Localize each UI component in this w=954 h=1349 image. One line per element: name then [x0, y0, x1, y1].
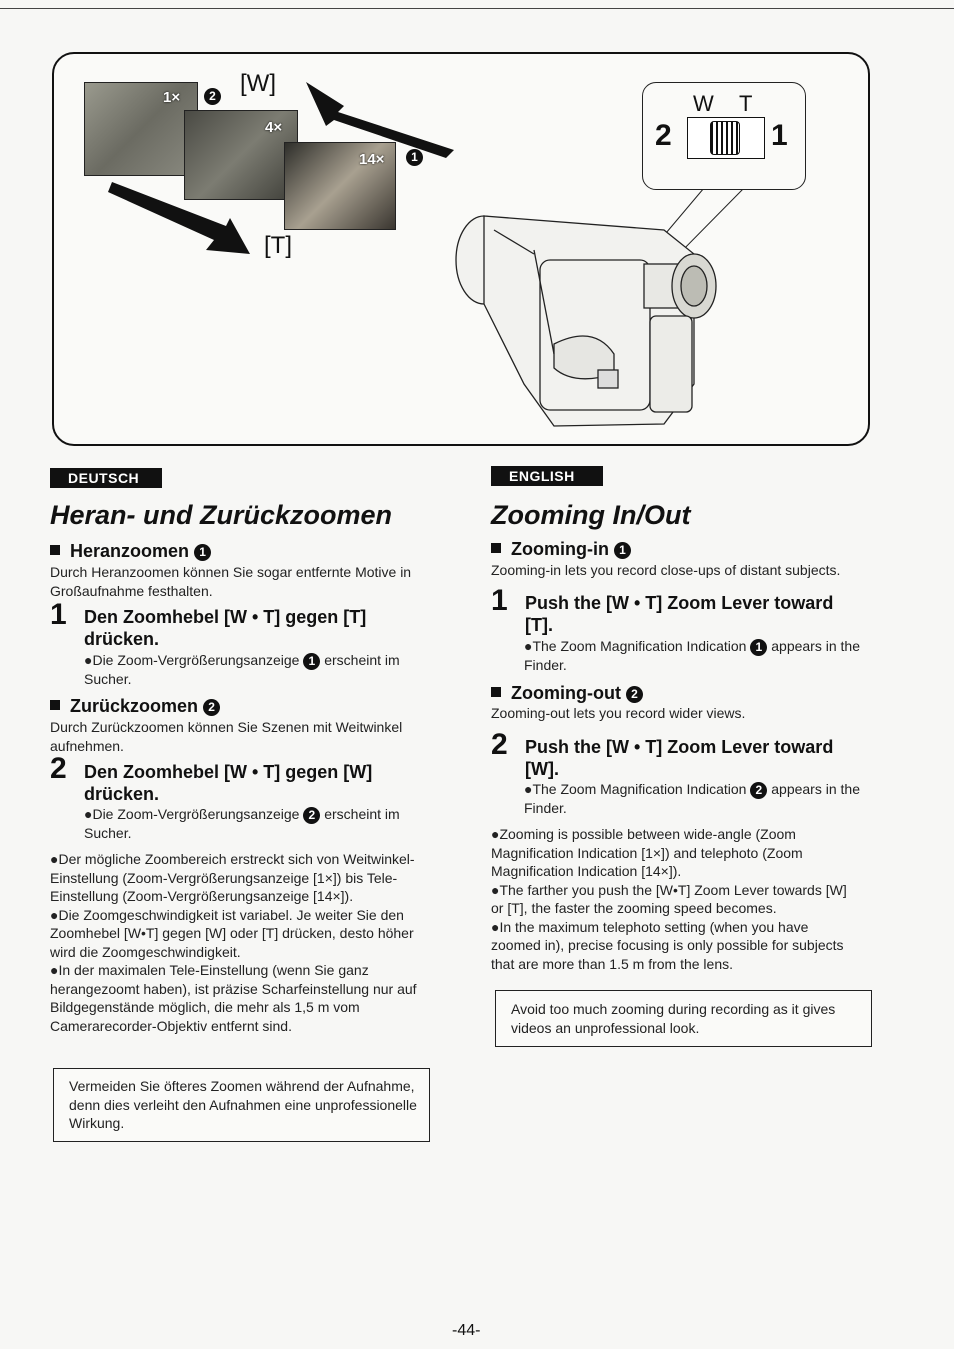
german-step2-note: ●Die Zoom-Vergrößerungsanzeige 2 erscheint im Sucher.: [84, 806, 400, 841]
german-sub2-text: Durch Zurückzoomen können Sie Szenen mit Weitwinkel aufnehmen.: [50, 719, 403, 754]
english-step2-text: Push the [W • T] Zoom Lever toward [W].: [525, 737, 834, 779]
english-bullet: ●Zooming is possible between wide-angle (Zoom Magnification Indication [1×]) and telephoto (Zoom Magnification Indication [14×]).: [491, 826, 803, 879]
english-sub-zooming-out: Zooming-out 2: [491, 683, 643, 704]
tab-english: ENGLISH: [491, 466, 603, 486]
square-bullet-icon: [50, 545, 60, 555]
lever-num-left: 2: [655, 119, 672, 152]
label-w: [W]: [240, 70, 276, 97]
english-bullets: [491, 825, 856, 973]
zoom-label-14x: 14×: [359, 151, 385, 168]
german-step1-note: ●Die Zoom-Vergrößerungsanzeige 1 erscheint im Sucher.: [84, 652, 400, 687]
english-sub1-text: Zooming-in lets you record close-ups of distant subjects.: [491, 562, 841, 578]
german-bullet: ●Der mögliche Zoombereich erstreckt sich von Weitwinkel-Einstellung (Zoom-Vergrößerungsanzeige [1×]) bis Tele-Einstellung (Zoom-Vergrößerungsanzeige [14×]).: [50, 851, 415, 904]
german-step2-text: Den Zoomhebel [W • T] gegen [W] drücken.: [84, 762, 373, 804]
english-note-box: Avoid too much zooming during recording as it gives videos an unprofessional look.: [495, 990, 872, 1047]
top-rule: [0, 8, 954, 9]
german-step1-number: 1: [50, 598, 67, 631]
marker-2: 2: [204, 88, 221, 105]
zoom-lever-knob: [710, 121, 740, 155]
label-t: [T]: [264, 232, 292, 259]
german-bullet: ●In der maximalen Tele-Einstellung (wenn Sie ganz herangezoomt haben), ist präzise Scharfeinstellung nur auf Bildgegenstände möglich, die mehr als 1,5 m vom Camerarecorder-Objektiv entfernt sind.: [50, 962, 417, 1034]
german-title: Heran- und Zurückzoomen: [50, 500, 393, 530]
arrow-wide-icon: [306, 82, 454, 158]
illustration-panel: [52, 52, 870, 446]
marker-2: 2: [750, 782, 767, 799]
page-number: -44-: [452, 1322, 481, 1339]
square-bullet-icon: [491, 543, 501, 553]
zoom-label-1x: 1×: [163, 89, 181, 106]
lever-t-label: T: [739, 91, 753, 116]
zoom-lever-callout: [642, 82, 806, 190]
german-bullet: ●Die Zoomgeschwindigkeit ist variabel. Je weiter Sie den Zoomhebel [W•T] gegen [W] oder [T] drücken, desto höher wird die Zoomgeschwindigkeit.: [50, 906, 414, 960]
english-step1-note: ●The Zoom Magnification Indication 1 appears in the Finder.: [524, 638, 860, 673]
marker-2: 2: [203, 699, 220, 716]
english-bullet: ●In the maximum telephoto setting (when you have zoomed in), precise focusing is only possible for subjects that are more than 1.5 m from the lens.: [491, 918, 844, 972]
zoom-label-4x: 4×: [265, 119, 283, 136]
arrow-tele-icon: [108, 182, 250, 254]
square-bullet-icon: [491, 687, 501, 697]
german-sub-zurueckzoomen: Zurückzoomen 2: [50, 696, 220, 717]
german-step2-number: 2: [50, 752, 67, 785]
german-sub1-text: Durch Heranzoomen können Sie sogar entfernte Motive in Großaufnahme festhalten.: [50, 564, 412, 599]
english-step2-note: ●The Zoom Magnification Indication 2 appears in the Finder.: [524, 781, 860, 816]
english-sub-zooming-in: Zooming-in 1: [491, 539, 631, 560]
tab-deutsch: DEUTSCH: [50, 468, 162, 488]
english-step2-number: 2: [491, 728, 508, 761]
marker-2: 2: [303, 807, 320, 824]
marker-1: 1: [194, 544, 211, 561]
square-bullet-icon: [50, 700, 60, 710]
camcorder-illustration: [456, 216, 716, 426]
english-step1-number: 1: [491, 584, 508, 617]
marker-1: 1: [750, 639, 767, 656]
english-title: Zooming In/Out: [491, 500, 691, 530]
lever-num-right: 1: [771, 119, 788, 152]
german-sub-heranzoomen: Heranzoomen 1: [50, 541, 211, 562]
marker-1: 1: [303, 653, 320, 670]
german-bullets: [50, 850, 430, 1035]
english-step1-text: Push the [W • T] Zoom Lever toward [T].: [525, 593, 834, 635]
marker-1: 1: [614, 542, 631, 559]
marker-2: 2: [626, 686, 643, 703]
german-step1-text: Den Zoomhebel [W • T] gegen [T] drücken.: [84, 607, 367, 649]
zoom-lever-slot: [687, 117, 765, 159]
lever-w-label: W: [693, 91, 714, 116]
english-bullet: ●The farther you push the [W•T] Zoom Lever towards [W] or [T], the faster the zooming speed becomes.: [491, 881, 847, 916]
english-sub2-text: Zooming-out lets you record wider views.: [491, 705, 746, 721]
marker-1: 1: [406, 149, 423, 166]
german-note-box: Vermeiden Sie öfteres Zoomen während der Aufnahme, denn dies verleiht den Aufnahmen eine unprofessionelle Wirkung.: [53, 1068, 430, 1142]
